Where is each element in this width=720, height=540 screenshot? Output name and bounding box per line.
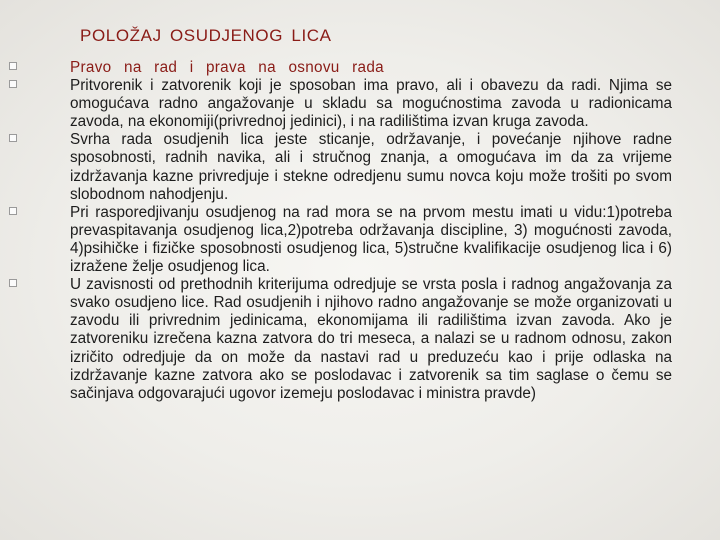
bullet-text: Pri rasporedjivanju osudjenog na rad mora se na prvom mestu imati u vidu:1)potreba prevaspitavanja osudjenog lica,2)potreba održavanja discipline, 3) mogućnosti zavoda, 4)psihičke i fizičke sposobnosti osudjenog lica, 5)stručne kvalifikacije osudjenog lica i 6) izražene želje osudjenog lica.: [70, 203, 672, 276]
square-bullet-icon: [9, 207, 17, 215]
square-bullet-icon: [9, 62, 17, 70]
bullet-item: [70, 59, 672, 77]
bullet-item: [70, 276, 672, 403]
bullet-list: [70, 59, 672, 403]
slide-title: POLOŽAJ OSUDJENOG LICA: [80, 26, 332, 45]
square-bullet-icon: [9, 80, 17, 88]
square-bullet-icon: [9, 134, 17, 142]
bullet-item: [70, 77, 672, 131]
bullet-text: Pritvorenik i zatvorenik koji je sposoban ima pravo, ali i obavezu da radi. Njima se omogućava radno angažovanje u skladu sa mogućnostima zavoda u radionicama zavoda, na ekonomiji(privrednoj jedinici), i na radilištima izvan kruga zavoda.: [70, 77, 672, 131]
square-bullet-icon: [9, 279, 17, 287]
bullet-text: Pravo na rad i prava na osnovu rada: [70, 59, 384, 76]
bullet-item: [70, 131, 672, 203]
bullet-text: Svrha rada osudjenih lica jeste sticanje, održavanje, i povećanje njihove radne sposobnosti, radnih navika, ali i stručnog znanja, a omogućava im da za vrijeme izdržavanja kazne privredjuje i stekne odredjenu sumu novca koju može trošiti po svom slobodnom nahodjenju.: [70, 131, 672, 203]
bullet-text: U zavisnosti od prethodnih kriterijuma odredjuje se vrsta posla i radnog angažovanja za svako osudjeno lice. Rad osudjenih i njihovo radno angažovanje se može organizovati u zavodu ili privrednim jedinicama, ekonomijama ili radilištima izvan zavoda. Ako je zatvoreniku izrečena kazna zatvora do tri meseca, a nalazi se u radnom odnosu, zakon izričito odredjuje da on može da nastavi rad u preduzeću kao i prije odlaska na izdržavanje kazne zatvora ako se poslodavac i zatvorenik sa tim saglase o čemu se sačinjava odgovarajući ugovor izemeju poslodavac i ministra pravde): [70, 276, 672, 402]
bullet-item: [70, 204, 672, 276]
